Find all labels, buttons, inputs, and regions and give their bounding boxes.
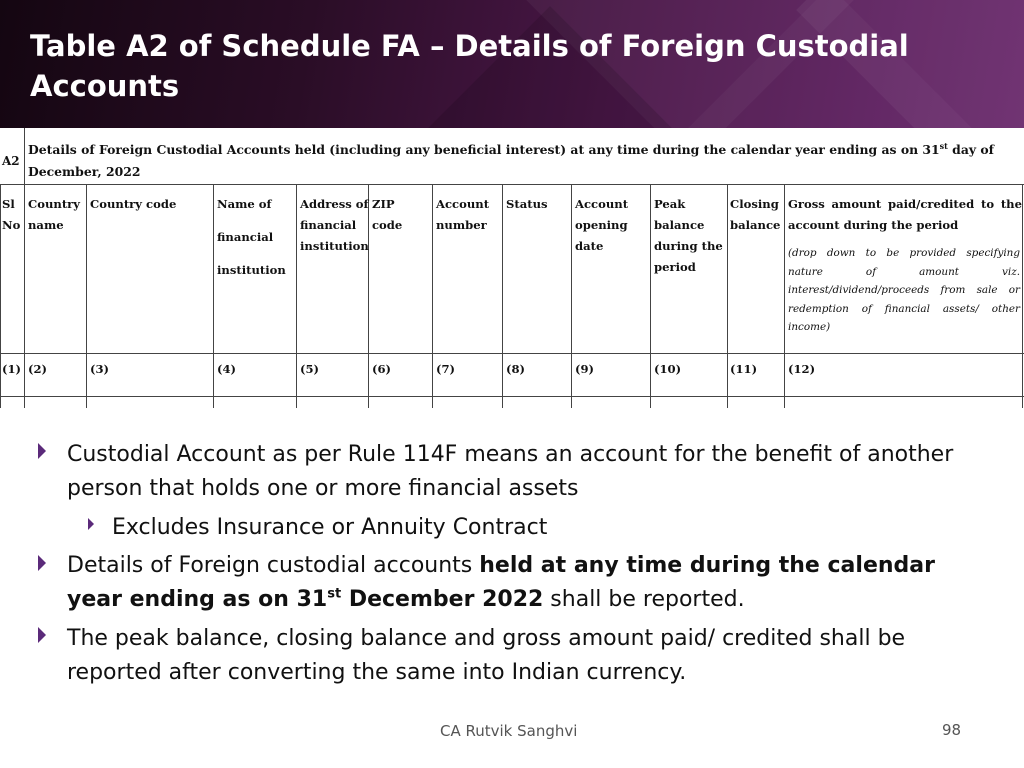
- bullet-arrow-icon: [38, 443, 46, 459]
- column-header-country-name: Country name: [28, 197, 81, 232]
- column-header-opening-date: Account opening date: [575, 197, 629, 253]
- divider: [0, 184, 1, 408]
- footer-author: CA Rutvik Sanghvi: [440, 722, 578, 740]
- column-number: (6): [372, 362, 392, 376]
- column-header-institution-address: Address of financial institution: [300, 197, 369, 253]
- bullet-text-sup: st: [327, 586, 342, 602]
- divider: [650, 184, 651, 408]
- column-12-note: (drop down to be provided specifying nature of amount viz. interest/dividend/proceeds from sale or redemption of financial assets/ other income): [788, 247, 1020, 333]
- column-header-account-number: Account number: [436, 197, 490, 232]
- table-header-row: [0, 128, 1024, 185]
- column-header-institution-name: Name of financial institution: [217, 197, 286, 277]
- column-header-country-code: Country code: [90, 197, 177, 211]
- divider: [213, 184, 214, 408]
- bullet-arrow-icon: [38, 627, 46, 643]
- divider: [502, 184, 503, 408]
- page-number: 98: [942, 721, 962, 739]
- divider: [0, 353, 1024, 354]
- sub-bullet-exclusion: Excludes Insurance or Annuity Contract: [112, 515, 548, 540]
- column-number: (3): [90, 362, 110, 376]
- bullet-text: Details of Foreign custodial accounts: [67, 553, 480, 578]
- bullet-text: shall be reported.: [543, 587, 745, 612]
- column-header-sl-no: Sl No: [2, 197, 21, 232]
- column-number: (5): [300, 362, 320, 376]
- column-number: (11): [730, 362, 758, 376]
- column-number: (9): [575, 362, 595, 376]
- column-number: (10): [654, 362, 682, 376]
- table-description: [28, 139, 1024, 183]
- bullet-custodial-definition: Custodial Account as per Rule 114F means an account for the benefit of another person that holds one or more financial assets: [67, 442, 954, 501]
- divider: [784, 184, 785, 408]
- divider: [0, 396, 1024, 397]
- bullet-currency-conversion: The peak balance, closing balance and gross amount paid/ credited shall be reported after converting the same into Indian currency.: [67, 626, 906, 685]
- table-code: A2: [2, 154, 20, 168]
- column-header-status: Status: [506, 197, 548, 211]
- bullet-text-bold: held at any time during the calendar year ending as on 31: [67, 553, 935, 612]
- table-description-text-end: day of December, 2022: [28, 142, 994, 179]
- divider: [727, 184, 728, 408]
- sub-bullet-arrow-icon: [88, 518, 94, 530]
- divider: [432, 184, 433, 408]
- bullet-text-bold: December 2022: [341, 587, 544, 612]
- column-number: (4): [217, 362, 237, 376]
- bullet-arrow-icon: [38, 555, 46, 571]
- column-header-closing-balance: Closing balance: [730, 197, 781, 232]
- column-header-zip-code: ZIP code: [372, 197, 403, 232]
- divider: [24, 184, 25, 408]
- title-banner: [0, 0, 1024, 128]
- column-header-gross-amount: Gross amount paid/credited to the account during the period: [788, 197, 1022, 232]
- divider: [86, 184, 87, 408]
- divider: [571, 184, 572, 408]
- schedule-fa-table-image: [0, 128, 1024, 408]
- column-number: (2): [28, 362, 48, 376]
- divider: [296, 184, 297, 408]
- divider: [24, 128, 25, 184]
- table-description-text: Details of Foreign Custodial Accounts held (including any beneficial interest) at any time during the calendar year ending as on 31: [28, 142, 940, 157]
- bullet-reporting-period: [67, 549, 997, 617]
- table-description-sup: st: [939, 140, 948, 151]
- divider: [1022, 184, 1023, 408]
- column-number: (12): [788, 362, 816, 376]
- column-header-peak-balance: Peak balance during the period: [654, 197, 723, 274]
- column-number: (7): [436, 362, 456, 376]
- column-number: (1): [2, 362, 22, 376]
- table-grid: [0, 184, 1024, 408]
- column-number: (8): [506, 362, 526, 376]
- slide-title: Table A2 of Schedule FA – Details of Foreign Custodial Accounts: [30, 29, 909, 103]
